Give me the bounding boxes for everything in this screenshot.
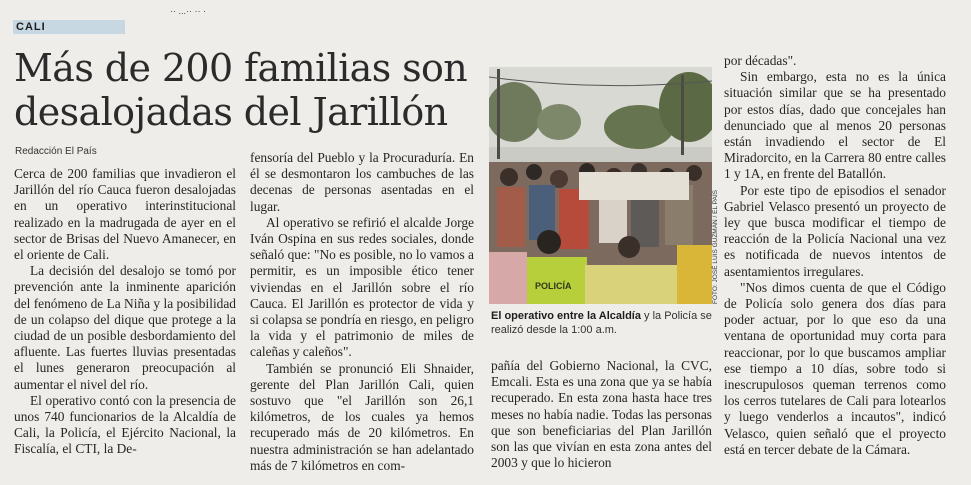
column-3 (491, 358, 712, 471)
caption-lead: El operativo entre la Alcaldía (491, 310, 641, 322)
column-1 (14, 166, 236, 458)
vest-label: POLICÍA (535, 281, 572, 291)
byline: Redacción El País (15, 146, 97, 157)
paragraph: Sin embargo, esta no es la única situación similar que se ha presentado por estos días, dado que concejales han denunciado que al menos 20 personas están invadiendo el sector de El Miradorcito, en la Carrera 80 entre calles 1 y 1A, en frente del Batallón. (724, 69, 946, 182)
paragraph: Cerca de 200 familias que invadieron el Jarillón del río Cauca fueron desalojadas en un operativo interinstitucional realizado en la madrugada de ayer en el sector de Brisas del Nuevo Amanecer, en el oriente de Cali. (14, 166, 236, 263)
caption-text: y la Policía se realizó desde la 1:00 a.m. (491, 310, 712, 336)
paragraph: El operativo contó con la presencia de unos 740 funcionarios de la Alcaldía de Cali, la Policía, el Ejército Nacional, la Fiscalía, el CTI, la De- (14, 392, 236, 457)
photo-credit: FOTO: JOSÉ LUIS GUZMÁN / EL PAÍS (712, 189, 719, 304)
paragraph: La decisión del desalojo se tomó por prevención ante la inminente aparición del fenómeno de La Niña y la posibilidad de un colapso del dique que protege a la ciudad de un posible desbordamiento del afluente. Las fuertes lluvias presentadas el lunes generaron preocupación al aumentar el nivel del río. (14, 263, 236, 392)
paragraph: También se pronunció Eli Shnaider, gerente del Plan Jarillón Cali, quien sostuvo que "el Jarillón son 26,1 kilómetros, de los cuales ya hemos recuperado más de 20 kilómetros. En nuestra administración se han adelantado más de 7 kilómetros en com- (250, 360, 474, 473)
paragraph: fensoría del Pueblo y la Procuraduría. En él se desmontaron los cambuches de las decenas de personas asentadas en el lugar. (250, 150, 474, 214)
paragraph: pañía del Gobierno Nacional, la CVC, Emcali. Esta es una zona que ya se había recuperado. En esta zona hasta hace tres meses no había nadie. Todas las personas que son beneficiarias del Plan Jarillón son las que vivían en esta zona antes del 2003 y que lo hicieron (491, 358, 712, 471)
column-4 (724, 53, 946, 458)
section-tag: CALI (13, 20, 125, 34)
crowd-photo-illustration (489, 67, 712, 304)
paragraph: Al operativo se refirió el alcalde Jorge Iván Ospina en sus redes sociales, donde señaló que: "No es posible, no lo vamos a permitir, es un imposible ético tener viviendas en el Jarillón sobre el río Cauca. El Jarillón es protector de vida y si colapsa se pondría en riesgo, en peligro la vida y el patrimonio de miles de caleñas y caleños". (250, 214, 474, 360)
paragraph: "Nos dimos cuenta de que el Código de Policía solo genera dos días para poder actuar, por lo que eso da una ventana de oportunidad muy corta para reaccionar, por lo que buscamos ampliar ese tiempo a 10 días, sobre todo si inescrupulosos queman terrenos como los cerros tutelares de Cali para lotearlos y luego venderlos a incautos", indicó Velasco, quien señaló que el proyecto está en tercer debate de la Cámara. (724, 279, 946, 457)
column-2 (250, 150, 474, 474)
photo-caption (491, 309, 713, 337)
headline: Más de 200 familias son desalojadas del Jarillón (14, 46, 468, 134)
paragraph: Por este tipo de episodios el senador Gabriel Velasco presentó un proyecto de ley que busca modificar el tiempo de reacción de la Policía Nacional una vez es notificada de nuevos intentos de asentamientos irregulares. (724, 182, 946, 279)
paragraph: por décadas". (724, 53, 797, 68)
news-photo (489, 67, 712, 304)
page-marking: ·· ...·· ·· · (170, 6, 206, 16)
